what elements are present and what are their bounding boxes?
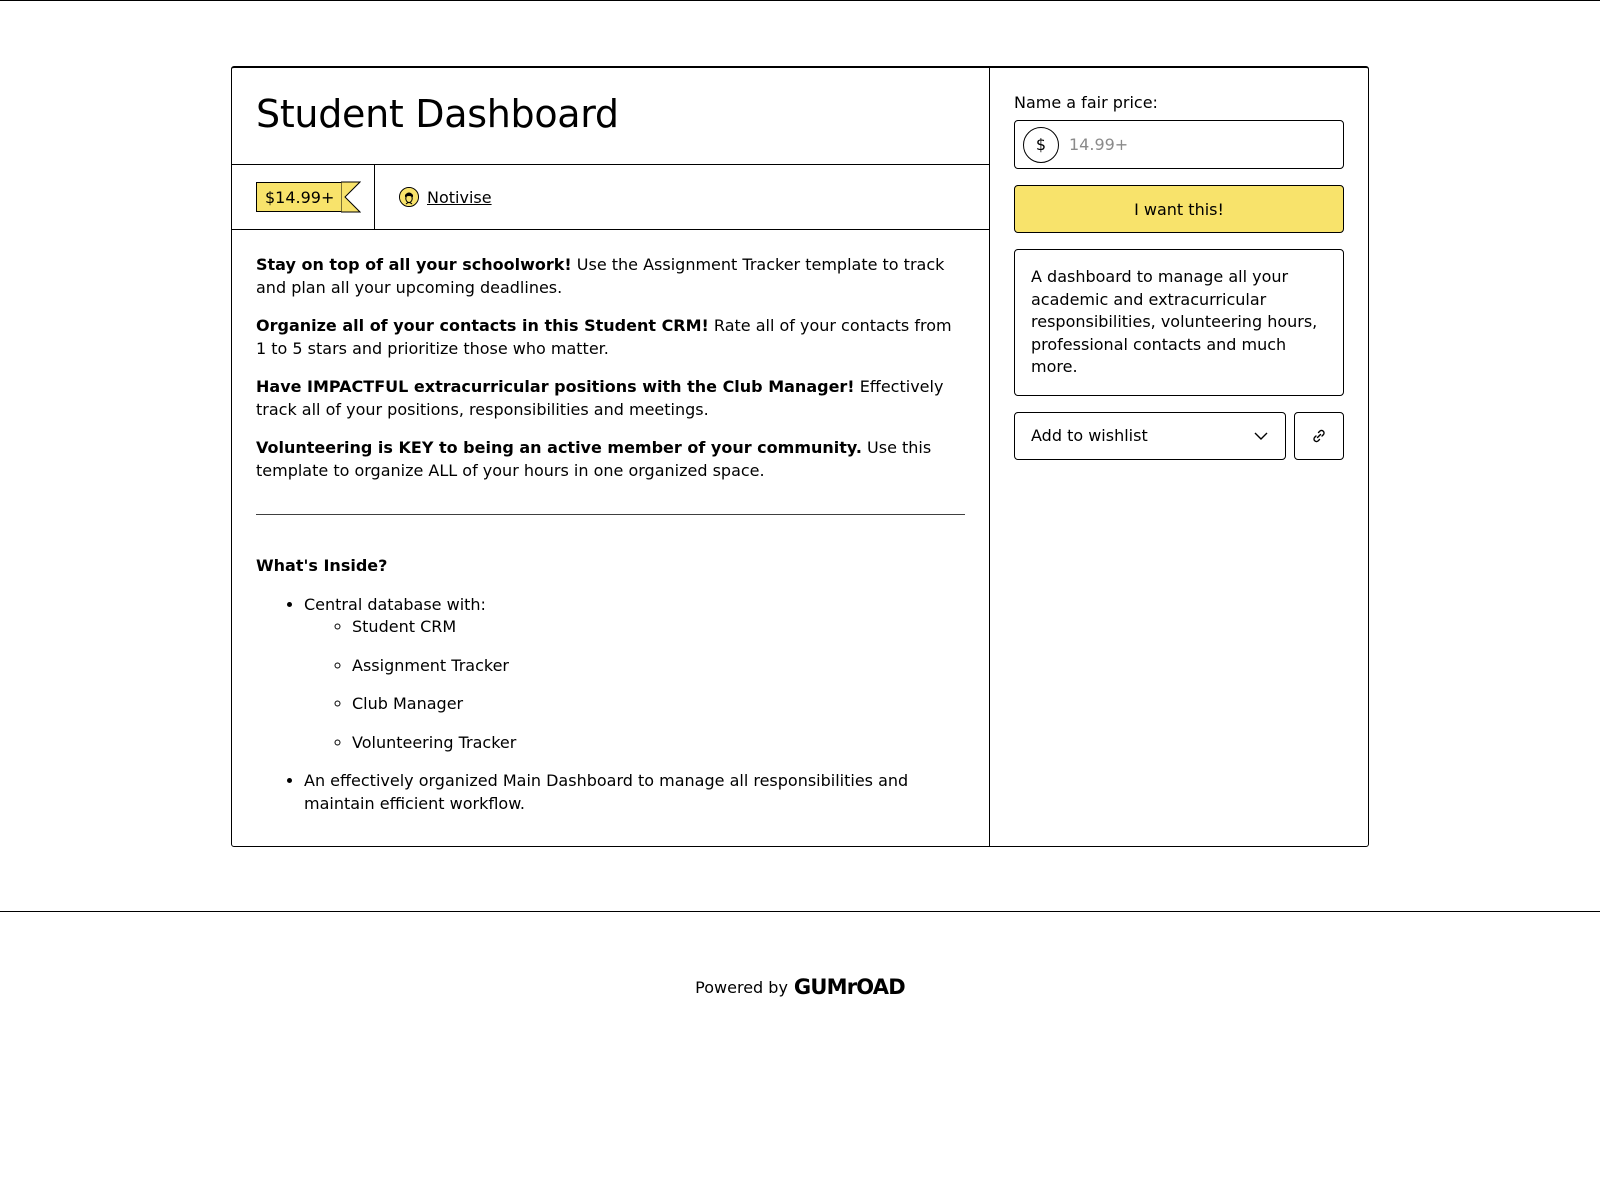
desc-paragraph xyxy=(256,376,965,421)
wishlist-label: Add to wishlist xyxy=(1031,426,1148,445)
footer xyxy=(0,975,1600,999)
product-summary: A dashboard to manage all your academic and extracurricular responsibilities, volunteering hours, professional contacts and much more. xyxy=(1014,249,1344,396)
desc-bold: Volunteering is KEY to being an active member of your community. xyxy=(256,438,862,457)
price-input-group[interactable] xyxy=(1014,120,1344,169)
desc-text: Use the Assignment Tracker template to track and plan all your upcoming deadlines. xyxy=(256,255,945,297)
price-badge-label: $14.99+ xyxy=(256,182,341,212)
price-cell xyxy=(232,165,375,229)
sub-list-item: ◦ Assignment Tracker xyxy=(352,655,965,678)
secondary-actions xyxy=(1014,412,1344,460)
desc-paragraph xyxy=(256,315,965,360)
purchase-sidebar xyxy=(990,68,1368,846)
product-meta xyxy=(232,165,989,230)
chevron-down-icon xyxy=(1253,428,1269,444)
divider xyxy=(256,514,965,515)
buy-button[interactable]: I want this! xyxy=(1014,185,1344,233)
avatar-face-icon xyxy=(400,188,418,206)
footer-divider xyxy=(0,911,1600,912)
product-main xyxy=(232,68,990,846)
desc-text: Rate all of your contacts from 1 to 5 stars and prioritize those who matter. xyxy=(256,316,952,358)
gumroad-logo[interactable]: GUMrOAD xyxy=(793,975,905,999)
desc-paragraph xyxy=(256,437,965,482)
add-to-wishlist-select[interactable] xyxy=(1014,412,1286,460)
creator-cell xyxy=(375,165,492,229)
product-card xyxy=(231,66,1369,847)
desc-bold: Stay on top of all your schoolwork! xyxy=(256,255,572,274)
top-border xyxy=(0,0,1600,1)
desc-text: Effectively track all of your positions, responsibilities and meetings. xyxy=(256,377,944,419)
list-item xyxy=(304,594,965,755)
price-input[interactable] xyxy=(1067,134,1311,155)
list-item: • An effectively organized Main Dashboard to manage all responsibilities and maintain efficient workflow. xyxy=(304,770,965,815)
link-icon xyxy=(1311,428,1327,444)
powered-by-text: Powered by xyxy=(695,977,788,997)
copy-link-button[interactable] xyxy=(1294,412,1344,460)
sub-list-item: ◦ Volunteering Tracker xyxy=(352,732,965,755)
contents-list xyxy=(256,594,965,816)
product-title: Student Dashboard xyxy=(256,92,619,136)
price-tag-tail-icon xyxy=(341,180,361,214)
sub-list xyxy=(304,616,965,754)
sub-list-item: ◦ Club Manager xyxy=(352,693,965,716)
product-description xyxy=(232,230,989,821)
creator-avatar[interactable] xyxy=(399,187,419,207)
whats-inside-heading: What's Inside? xyxy=(256,556,388,575)
sub-list-item: ◦ Student CRM xyxy=(352,616,965,639)
list-item-text: Central database with: xyxy=(304,594,486,614)
creator-name-link[interactable]: Notivise xyxy=(427,187,492,207)
price-badge xyxy=(256,180,361,214)
desc-bold: Have IMPACTFUL extracurricular positions with the Club Manager! xyxy=(256,377,855,396)
currency-symbol: $ xyxy=(1023,127,1059,163)
desc-paragraph xyxy=(256,254,965,299)
desc-text: Use this template to organize ALL of your hours in one organized space. xyxy=(256,438,932,480)
title-section xyxy=(232,68,989,165)
desc-bold: Organize all of your contacts in this Student CRM! xyxy=(256,316,709,335)
price-label: Name a fair price: xyxy=(1014,93,1158,112)
